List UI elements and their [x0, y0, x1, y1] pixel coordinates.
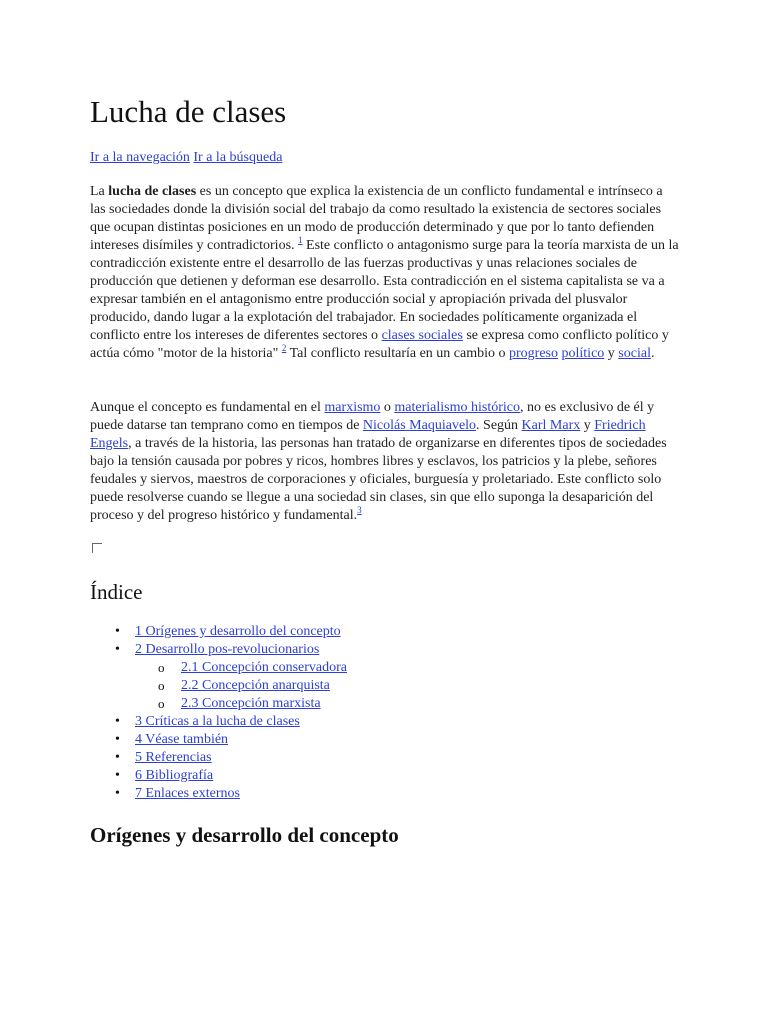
materialismo-historico-link[interactable]: materialismo histórico: [394, 400, 521, 415]
toc-link-concepcion-conservadora[interactable]: 2.1 Concepción conservadora: [181, 660, 347, 675]
text-run: y: [604, 346, 619, 361]
toc-sublist: [135, 659, 590, 713]
karl-marx-link[interactable]: Karl Marx: [521, 418, 581, 433]
toc-subitem: [90, 659, 590, 677]
marxismo-link[interactable]: marxismo: [324, 400, 381, 415]
toc-item: [90, 785, 590, 803]
text-run: , no es exclusivo de él y puede datarse tan temprano como en tiempos de: [90, 400, 655, 433]
text-run: es un concepto que explica la existencia de un conflicto fundamental e intrínseco a las sociedades donde la división social del trabajo da como resultado la existencia de sectores sociales que ocupan distintas posiciones en un modo de producción determinado y que por lo tanto defienden intereses disímiles y contradictorios.: [90, 184, 663, 253]
text-run: se expresa como conflicto político y actúa cómo "motor de la historia": [90, 328, 669, 361]
toc-link-criticas[interactable]: 3 Críticas a la lucha de clases: [135, 714, 300, 729]
toc-subitem: [90, 695, 590, 713]
nicolas-maquiavelo-link[interactable]: Nicolás Maquiavelo: [362, 418, 477, 433]
toc-link-desarrollo-pos-revolucionarios[interactable]: 2 Desarrollo pos-revolucionarios: [135, 642, 320, 657]
text-run: Tal conflicto resultaría en un cambio o: [286, 346, 510, 361]
toc-item: [90, 713, 590, 731]
toc-link-enlaces-externos[interactable]: 7 Enlaces externos: [135, 786, 240, 801]
text-run: Este conflicto o antagonismo surge para la teoría marxista de un la contradicción existente entre el desarrollo de las fuerzas productivas y unas relaciones sociales de producción que detienen y deforman ese desarrollo. Esta contradicción en el sistema capitalista se va a expresar también en el antagonismo entre producción social y apropiación privada del plusvalor producido, dando lugar a la explotación del trabajador. En sociedades políticamente organizada el conflicto entre los intereses de diferentes sectores o: [90, 238, 679, 343]
toc-link-origenes[interactable]: 1 Orígenes y desarrollo del concepto: [135, 624, 341, 639]
reference-3-link[interactable]: 3: [357, 505, 362, 515]
second-paragraph: [90, 399, 680, 525]
text-run: Aunque el concepto es fundamental en el: [90, 400, 325, 415]
toc-link-concepcion-marxista[interactable]: 2.3 Concepción marxista: [181, 696, 321, 711]
page-title: Lucha de clases: [90, 94, 287, 129]
progreso-link[interactable]: progreso: [509, 346, 559, 361]
toc-link-concepcion-anarquista[interactable]: 2.2 Concepción anarquista: [181, 678, 330, 693]
toc-heading: Índice: [90, 580, 143, 604]
toc-item: [90, 641, 590, 713]
text-run: , a través de la historia, las personas han tratado de organizarse en diferentes tipos de sociedades bajo la tensión causada por pobres y ricos, hombres libres y esclavos, los patricios y la plebe, señores feudales y siervos, maestros de corporaciones y oficiales, burguesía y proletariado. Este conflicto solo puede resolverse cuando se llegue a una sociedad sin clases, sin que ello suponga la desaparición del proceso y del progreso histórico y fundamental.: [90, 436, 667, 523]
jump-to-search-link[interactable]: Ir a la búsqueda: [193, 150, 283, 165]
toc-link-vease-tambien[interactable]: 4 Véase también: [135, 732, 229, 747]
toc-link-referencias[interactable]: 5 Referencias: [135, 750, 212, 765]
social-link[interactable]: social: [618, 346, 651, 361]
toc-item: [90, 749, 590, 767]
table-of-contents: [90, 623, 590, 803]
politico-link[interactable]: político: [561, 346, 605, 361]
text-run: La: [90, 184, 109, 199]
text-run: .: [650, 346, 655, 361]
term-bold: lucha de clases: [108, 184, 197, 199]
text-run: o: [380, 400, 395, 415]
toc-item: [90, 767, 590, 785]
section-heading: Orígenes y desarrollo del concepto: [90, 823, 399, 847]
clases-sociales-link[interactable]: clases sociales: [381, 328, 463, 343]
jump-links: [90, 149, 282, 167]
toc-item: [90, 731, 590, 749]
text-run: y: [580, 418, 595, 433]
jump-to-navigation-link[interactable]: Ir a la navegación: [90, 150, 190, 165]
intro-paragraph: [90, 183, 680, 363]
friedrich-engels-link[interactable]: Friedrich Engels: [90, 418, 646, 451]
text-run: . Según: [476, 418, 522, 433]
reference-2-link[interactable]: 2: [281, 343, 287, 353]
toc-link-bibliografia[interactable]: 6 Bibliografía: [135, 768, 214, 783]
broken-image-icon: [92, 543, 102, 553]
toc-item: [90, 623, 590, 641]
reference-1-link[interactable]: 1: [298, 235, 303, 245]
toc-subitem: [90, 677, 590, 695]
